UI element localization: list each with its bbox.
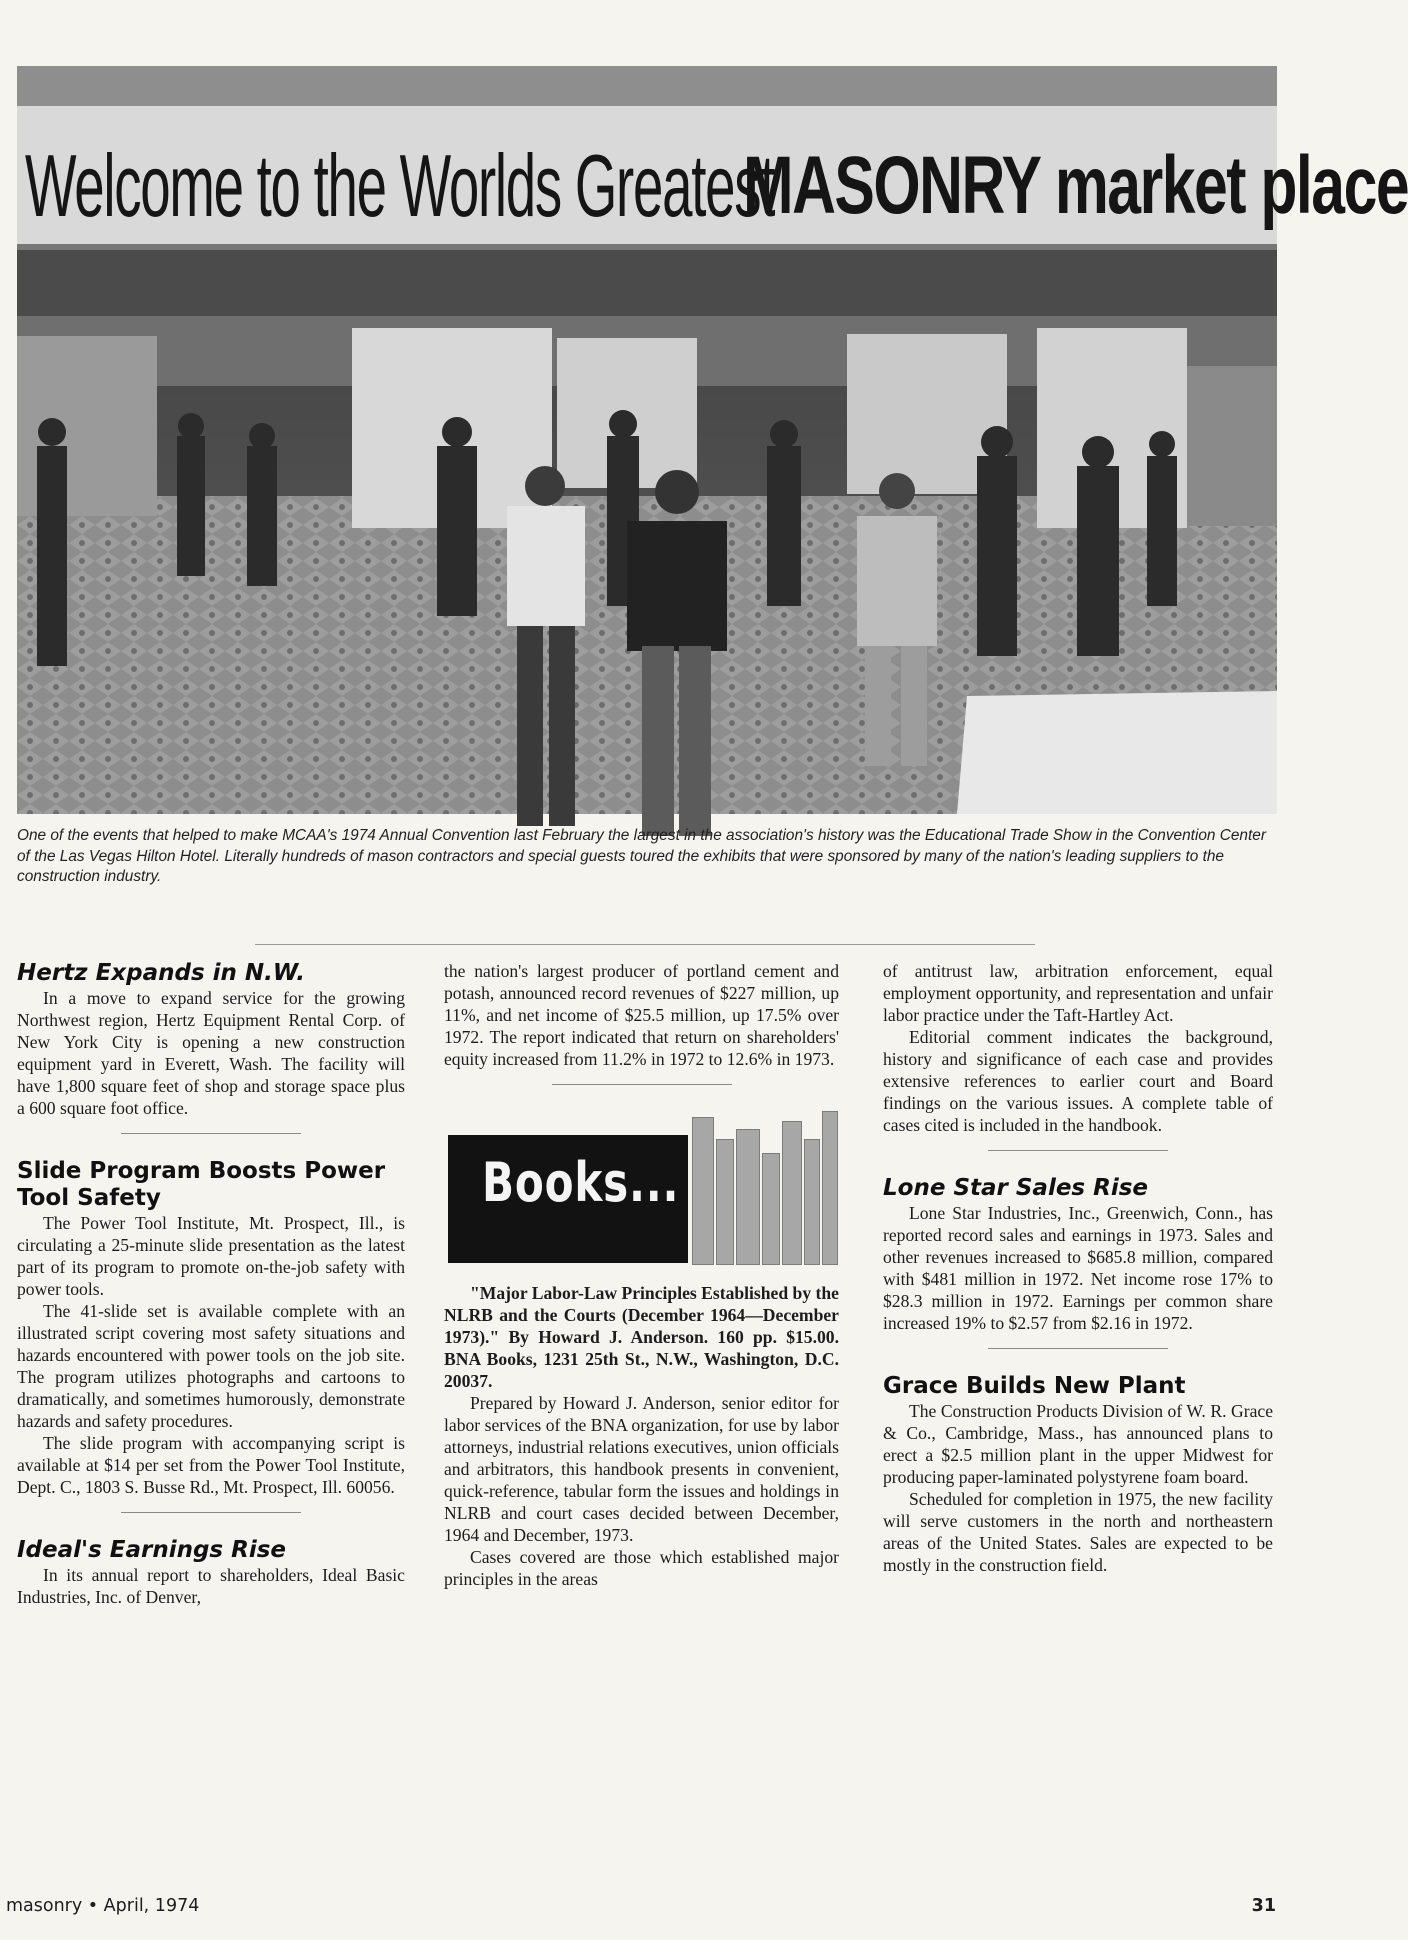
- banner-lead-text: Welcome to the Worlds Greatest: [25, 136, 775, 235]
- book-spine-icon: [804, 1139, 820, 1265]
- books-label: Books...: [482, 1151, 680, 1214]
- divider: [988, 1150, 1168, 1151]
- headline-hertz: Hertz Expands in N.W.: [17, 960, 306, 986]
- page-footer: [0, 1890, 1398, 1924]
- divider: [552, 1084, 732, 1085]
- column-2: [444, 960, 839, 1590]
- paragraph: In its annual report to shareholders, Ideal Basic Industries, Inc. of Denver,: [17, 1565, 405, 1607]
- book-spine-icon: [736, 1129, 760, 1265]
- headline-grace: Grace Builds New Plant: [883, 1373, 1186, 1399]
- banner-strong-text: MASONRY market place: [743, 140, 1408, 231]
- book-spine-icon: [782, 1121, 802, 1265]
- photo-caption: One of the events that helped to make MCAA's 1974 Annual Convention last February the largest in the association's history was the Educational Trade Show in the Convention Center of the Las Vegas Hilton Hotel. Literally hundreds of mason contractors and special guests toured the exhibits that were sponsored by many of the nation's leading suppliers to the construction industry.: [17, 827, 1266, 885]
- paragraph: The 41-slide set is available complete with an illustrated script covering most safety situations and hazards encountered with power tools on the job site. The program utilizes photographs and cartoons to dramatically, and sometimes humorously, demonstrate hazards and safety procedures.: [17, 1301, 405, 1431]
- trade-show-photo: [17, 66, 1408, 814]
- book-citation: "Major Labor-Law Principles Established by the NLRB and the Courts (December 1964—December 1973)." By Howard J. Anderson. 160 pp. $15.00. BNA Books, 1231 25th St., N.W., Washington, D.C. 20037.: [444, 1283, 839, 1391]
- book-spine-icon: [762, 1153, 780, 1265]
- books-header-graphic: [448, 1109, 838, 1264]
- book-spine-icon: [822, 1111, 838, 1265]
- paragraph: Cases covered are those which established major principles in the areas: [444, 1547, 839, 1589]
- footer-publication: masonry • April, 1974: [6, 1896, 200, 1916]
- paragraph: In a move to expand service for the growing Northwest region, Hertz Equipment Rental Corp. of New York City is opening a new construction equipment yard in Everett, Wash. The facility will have 1,800 square feet of shop and storage space plus a 600 square foot office.: [17, 988, 405, 1118]
- paragraph: The slide program with accompanying script is available at $14 per set from the Power Tool Institute, Dept. C., 1803 S. Busse Rd., Mt. Prospect, Ill. 60056.: [17, 1433, 405, 1497]
- banner-sign: [25, 126, 1408, 246]
- divider: [121, 1512, 301, 1513]
- paragraph: The Power Tool Institute, Mt. Prospect, Ill., is circulating a 25-minute slide presentation as the latest part of its program to promote on-the-job safety with power tools.: [17, 1213, 405, 1299]
- paragraph: The Construction Products Division of W. R. Grace & Co., Cambridge, Mass., has announced plans to erect a $2.5 million plant in the upper Midwest for producing paper-laminated polystyrene foam board.: [883, 1401, 1273, 1487]
- paragraph: Scheduled for completion in 1975, the new facility will serve customers in the north and northeastern areas of the United States. Sales are expected to be mostly in the construction field.: [883, 1489, 1273, 1575]
- paragraph: of antitrust law, arbitration enforcement, equal employment opportunity, and representation and unfair labor practice under the Taft-Hartley Act.: [883, 961, 1273, 1025]
- book-spine-icon: [716, 1139, 734, 1265]
- headline-slide-program: Slide Program Boosts Power Tool Safety: [17, 1158, 386, 1211]
- column-1: [17, 960, 405, 1608]
- page-number: 31: [1251, 1896, 1276, 1916]
- headline-lone-star: Lone Star Sales Rise: [883, 1175, 1149, 1201]
- column-3: [883, 960, 1273, 1576]
- divider: [121, 1133, 301, 1134]
- headline-ideal: Ideal's Earnings Rise: [17, 1537, 287, 1563]
- paragraph: Prepared by Howard J. Anderson, senior editor for labor services of the BNA organization, for use by labor attorneys, industrial relations executives, union officials and arbitrators, this handbook presents in convenient, quick-reference, tabular form the issues and holdings in NLRB and court cases decided between December, 1964 and December, 1973.: [444, 1393, 839, 1545]
- paragraph: the nation's largest producer of portland cement and potash, announced record revenues of $227 million, up 11%, and net income of $25.5 million, up 17.5% over 1972. The report indicated that return on shareholders' equity increased from 11.2% in 1972 to 12.6% in 1973.: [444, 961, 839, 1069]
- book-spine-icon: [692, 1117, 714, 1265]
- divider: [988, 1348, 1168, 1349]
- paragraph: Lone Star Industries, Inc., Greenwich, Conn., has reported record sales and earnings in 1973. Sales and other revenues increased to $685.8 million, compared with $481 million in 1972. Net income rose 17% to $28.3 million in 1972. Earnings per common share increased 19% to $2.57 from $2.16 in 1972.: [883, 1203, 1273, 1333]
- paragraph: Editorial comment indicates the background, history and significance of each case and provides extensive references to earlier court and Board findings on the various issues. A complete table of cases cited is included in the handbook.: [883, 1027, 1273, 1135]
- section-divider: [255, 944, 1035, 945]
